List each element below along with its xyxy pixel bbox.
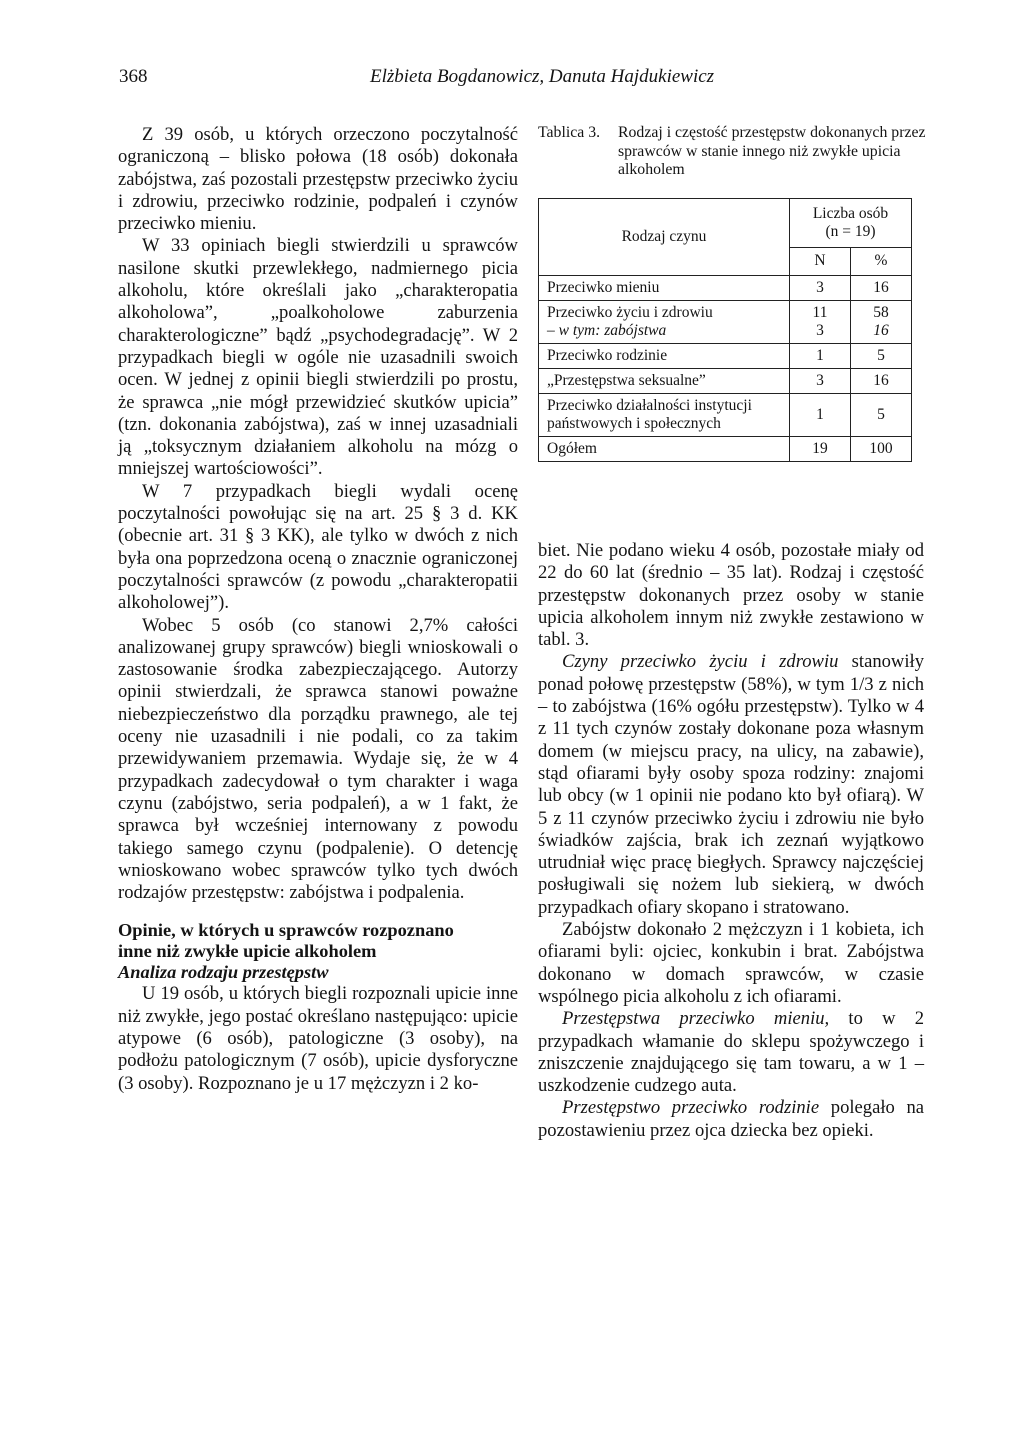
row-n: 11 3 [790, 301, 851, 344]
section-subheading: Analiza rodzaju przestępstw [118, 962, 329, 983]
column-header-n: N [790, 247, 851, 275]
table-row [539, 276, 912, 301]
row-label: Przeciwko działalności instytucji państwowych i społecznych [539, 394, 790, 437]
row-label: Przeciwko życiu i zdrowiu – w tym: zabójstwa [539, 301, 790, 344]
table-row [539, 394, 912, 437]
running-header-authors: Elżbieta Bogdanowicz, Danuta Hajdukiewicz [370, 66, 715, 87]
paragraph: Zabójstw dokonało 2 mężczyzn i 1 kobieta, ich ofiarami byli: ojciec, konkubin i brat. Zabójstwa dokonano w domach sprawców, w czasie wspólnego picia alkoholu z ich ofiarami. [538, 919, 924, 1007]
paragraph: Z 39 osób, u których orzeczono poczytalność ograniczoną – blisko połowa (18 osób) dokonała zabójstwa, zaś pozostali przestępstw przeciwko życiu i zdrowiu, przeciwko rodzinie, podpaleń i czynów przeciwko mieniu. [118, 124, 518, 235]
row-label: Ogółem [539, 437, 790, 462]
table-row [539, 369, 912, 394]
row-pct: 5 [851, 394, 912, 437]
row-label: Przeciwko mieniu [539, 276, 790, 301]
column-header-count: Liczba osób (n = 19) [790, 199, 912, 248]
table-header-row [539, 199, 912, 248]
paragraph: U 19 osób, u których biegli rozpoznali upicie inne niż zwykłe, jego postać określano następująco: upicie atypowe (6 osób), patologiczne (3 osoby), na podłożu patologicznym (7 osób), upicie dysforyczne (3 osoby). Rozpoznano je u 17 mężczyzn i 2 ko- [118, 983, 518, 1094]
data-table [538, 198, 912, 462]
paragraph: W 33 opiniach biegli stwierdzili u sprawców nasilone skutki przewlekłego, nadmiernego picia alkoholu, które określali jako „charakteropatia alkoholowa”, „poalkoholowe zaburzenia charakterologiczne” bądź „psychodegradację”. W 2 przypadkach biegli w ogóle nie uzasadnili swoich ocen. W jednej z opinii biegli stwierdzili po prostu, że sprawca „nie mógł przewidzieć skutków upicia” (tzn. dokonania zabójstwa), zaś w innej uzasadniali ją „toksycznym działaniem alkoholu na mózg o mniejszej wartościowości”. [118, 235, 518, 480]
left-column [118, 124, 518, 1095]
row-n: 1 [790, 344, 851, 369]
table-row-total [539, 437, 912, 462]
row-pct: 58 16 [851, 301, 912, 344]
row-pct: 16 [851, 276, 912, 301]
column-header-type: Rodzaj czynu [539, 199, 790, 276]
table-row [539, 301, 912, 344]
row-n: 3 [790, 369, 851, 394]
paragraph: Przestępstwo przeciwko rodzinie polegało na pozostawieniu przez ojca dziecka bez opieki. [538, 1097, 924, 1141]
paragraph: W 7 przypadkach biegli wydali ocenę poczytalności powołując się na art. 25 § 3 d. KK (obecnie art. 31 § 3 KK), ale tylko w dwóch z nich była ona poprzedzona oceną o znacznie ograniczonej poczytalności sprawców (z powodu „charakteropatii alkoholowej”). [118, 480, 518, 614]
row-n: 3 [790, 276, 851, 301]
section-heading-line: Opinie, w których u sprawców rozpoznano [118, 920, 454, 941]
table-caption [538, 124, 928, 180]
row-pct: 5 [851, 344, 912, 369]
paragraph: Czyny przeciwko życiu i zdrowiu stanowiły ponad połowę przestępstw (58%), w tym 1/3 z nich – to zabójstwa (16% ogółu przestępstw). Tylko w 4 z 11 tych czynów zostały dokonane poza własnym domem (w miejscu pracy, na ulicy, na zabawie), stąd ofiarami były osoby spoza rodziny: znajomi lub obcy (w 1 opinii nie podano kto był ofiarą). W 5 z 11 czynów przeciwko życiu i zdrowiu nie było świadków zajścia, brak ich zeznań wyjątkowo utrudniał więc pracę biegłych. Sprawcy najczęściej posługiwali się nożem lub siekierą, w dwóch przypadkach ofiary skopano i stratowano. [538, 651, 924, 918]
row-n: 1 [790, 394, 851, 437]
row-pct: 16 [851, 369, 912, 394]
row-label: „Przestępstwa seksualne” [539, 369, 790, 394]
row-n: 19 [790, 437, 851, 462]
table-caption-text: Rodzaj i częstość przestępstw dokonanych przez sprawców w stanie innego niż zwykłe upicia alkoholem [618, 124, 926, 178]
paragraph: Wobec 5 osób (co stanowi 2,7% całości analizowanej grupy sprawców) biegli wnioskowali o zastosowanie środka zabezpieczającego. Autorzy opinii stwierdzali, że sprawca stanowi poważne niebezpieczeństwo dla porządku prawnego, ale tej oceny nie uzasadnili i nie podali, co za takim przewidywaniem przemawia. Wydaje się, że w 4 przypadkach zadecydował o tym charakter i waga czynu (zabójstwo, seria podpaleń), a w 1 fakt, że sprawca był wcześniej internowany z powodu takiego samego czynu (podpalenie). O detencję wnioskowano wobec sprawców tylko tych dwóch rodzajów przestępstw: zabójstwa i podpalenia. [118, 614, 518, 904]
table-label: Tablica 3. [538, 124, 601, 141]
right-column [538, 540, 924, 1142]
paragraph: Przestępstwa przeciwko mieniu, to w 2 przypadkach włamanie do sklepu spożywczego i zniszczenie znajdującego się tam towaru, a w 1 – uszkodzenie cudzego auta. [538, 1008, 925, 1097]
table-row [539, 344, 912, 369]
row-label: Przeciwko rodzinie [539, 344, 790, 369]
section-heading-line: inne niż zwykłe upicie alkoholem [118, 941, 377, 962]
page-number: 368 [119, 66, 148, 87]
section-heading [118, 920, 518, 962]
column-header-pct: % [851, 247, 912, 275]
paragraph: biet. Nie podano wieku 4 osób, pozostałe miały od 22 do 60 lat (średnio – 35 lat). Rodzaj i częstość przestępstw dokonanych przez osoby w stanie upicia alkoholem innym niż zwykłe zestawiono w tabl. 3. [538, 540, 924, 651]
row-pct: 100 [851, 437, 912, 462]
